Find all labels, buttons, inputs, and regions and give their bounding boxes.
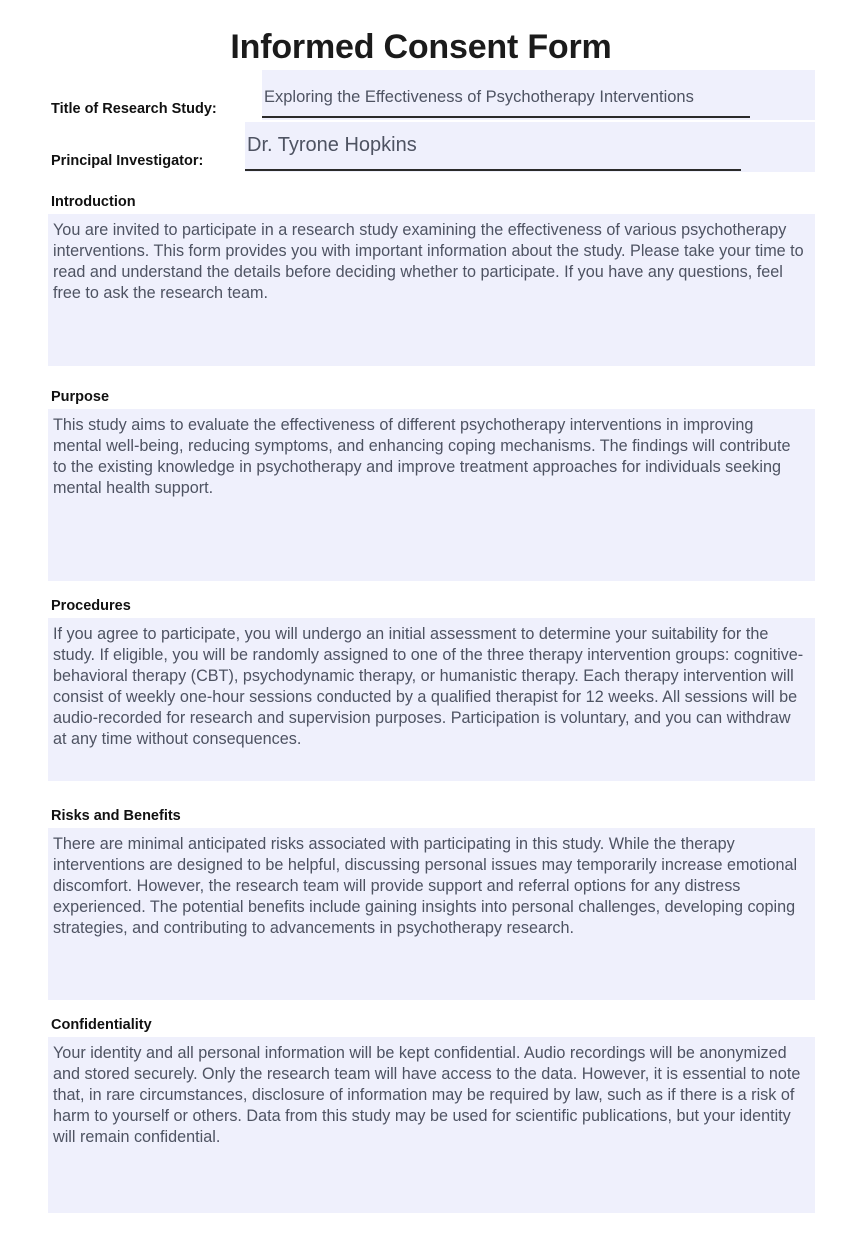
section-body-procedures: If you agree to participate, you will undergo an initial assessment to determine your suitability for the study. If eligible, you will be randomly assigned to one of the three therapy intervention groups: cognitive-behavioral therapy (CBT), psychodynamic therapy, or humanistic therapy. Each therapy intervention will consist of weekly one-hour sessions conducted by a qualified therapist for 12 weeks. All sessions will be audio-recorded for research and supervision purposes. Participation is voluntary, and you can withdraw at any time without consequences.: [53, 625, 804, 748]
field-row-research-title: [0, 70, 842, 120]
field-label-research-title: Title of Research Study:: [51, 101, 217, 117]
field-label-principal-investigator: Principal Investigator:: [51, 153, 204, 169]
page-title: Informed Consent Form: [230, 28, 612, 66]
section-heading-risks-and-benefits: Risks and Benefits: [51, 808, 181, 824]
section-textarea-purpose[interactable]: [48, 409, 815, 581]
section-heading-introduction: Introduction: [51, 194, 136, 210]
section-body-introduction: You are invited to participate in a research study examining the effectiveness of various psychotherapy interventions. This form provides you with important information about the study. Please take your time to read and understand the details before deciding whether to participate. If you have any questions, feel free to ask the research team.: [53, 221, 804, 302]
section-textarea-introduction[interactable]: [48, 214, 815, 366]
section-heading-purpose: Purpose: [51, 389, 110, 405]
field-underline-principal-investigator: [245, 169, 741, 171]
section-textarea-risks-and-benefits[interactable]: [48, 828, 815, 1000]
section-heading-confidentiality: Confidentiality: [51, 1017, 152, 1033]
section-body-risks-and-benefits: There are minimal anticipated risks associated with participating in this study. While the therapy interventions are designed to be helpful, discussing personal issues may temporarily increase emotional discomfort. However, the research team will provide support and referral options for any distress experienced. The potential benefits include gaining insights into personal challenges, developing coping strategies, and contributing to advancements in psychotherapy research.: [53, 835, 798, 937]
section-textarea-confidentiality[interactable]: [48, 1037, 815, 1213]
field-value-principal-investigator[interactable]: Dr. Tyrone Hopkins: [247, 134, 417, 156]
section-body-purpose: This study aims to evaluate the effectiveness of different psychotherapy interventions in improving mental well-being, reducing symptoms, and enhancing coping mechanisms. The findings will contribute to the existing knowledge in psychotherapy and improve treatment approaches for individuals seeking mental health support.: [53, 416, 791, 497]
field-value-research-title[interactable]: Exploring the Effectiveness of Psychotherapy Interventions: [264, 88, 694, 106]
field-underline-research-title: [262, 116, 750, 118]
section-heading-procedures: Procedures: [51, 598, 131, 614]
section-textarea-procedures[interactable]: [48, 618, 815, 781]
section-body-confidentiality: Your identity and all personal information will be kept confidential. Audio recordings will be anonymized and stored securely. Only the research team will have access to the data. However, it is essential to note that, in rare circumstances, disclosure of information may be required by law, such as if there is a risk of harm to yourself or others. Data from this study may be used for scientific publications, but your identity will remain confidential.: [53, 1044, 801, 1146]
field-row-principal-investigator: [0, 122, 842, 172]
